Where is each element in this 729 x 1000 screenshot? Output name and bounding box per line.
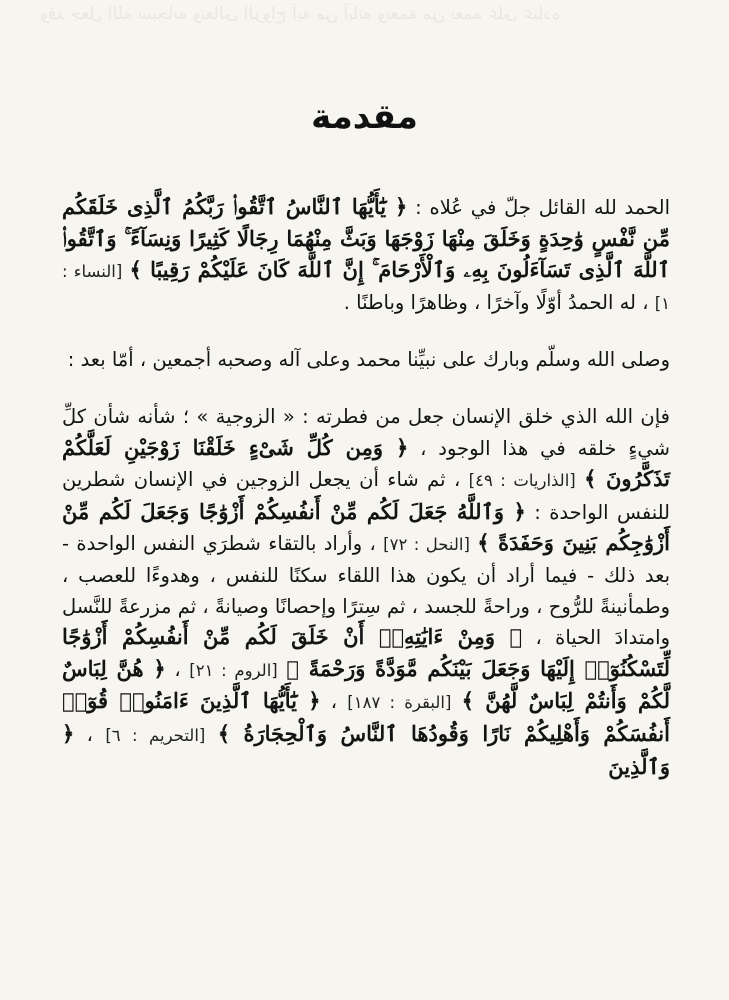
quran-verse: ﴿ وَمِن كُلِّ شَىْءٍ خَلَقْنَا زَوْجَيْنِ لَعَلَّكُمْ تَذَكَّرُونَ ﴾ xyxy=(62,434,670,492)
paragraph-text: الحمد لله القائل جلّ في عُلاه : xyxy=(415,196,671,219)
quran-verse: ﴿ هُنَّ لِبَاسٌ لَّكُمْ وَأَنتُمْ لِبَاسٌ لَّهُنَّ ﴾ xyxy=(62,655,671,714)
paragraph-text: ، xyxy=(86,722,93,746)
paragraph-text: ، له الحمدُ أوّلًا وآخرًا ، وظاهرًا وباطنًا . xyxy=(343,290,649,314)
quran-verse: ﴿ يَٰٓأَيُّهَا ٱلَّذِينَ ءَامَنُوا۟ قُوٓا۟ أَنفُسَكُمْ وَأَهْلِيكُمْ نَارًا وَقُودُهَا ٱلنَّاسُ وَٱلْحِجَارَةُ ﴾ xyxy=(62,688,670,746)
paragraph-praise xyxy=(62,192,670,319)
body-text xyxy=(62,192,670,783)
paragraph-text: فإن الله الذي خلق الإنسان جعل من فطرته : « الزوجية » ؛ شأنه شأن كلِّ شيءٍ خلقه في هذا الوجود ، xyxy=(62,404,671,460)
verse-reference: [البقرة : ١٨٧] xyxy=(347,693,452,713)
quran-verse: ﴿ وَٱلَّذِينَ xyxy=(62,720,670,779)
paragraph-text: وصلى الله وسلّم وبارك على نبيِّنا محمد وعلى آله وصحبه أجمعين ، أمّا بعد : xyxy=(67,348,670,372)
paragraph-text: ، xyxy=(330,690,338,714)
verse-reference: [الروم : ٢١] xyxy=(189,660,278,680)
paragraph-text: ، ثم شاء أن يجعل الزوجين في الإنسان شطرين للنفس الواحدة : xyxy=(62,468,670,524)
quran-verse: ﴿ يَٰٓأَيُّهَا ٱلنَّاسُ ٱتَّقُوا۟ رَبَّكُمُ ٱلَّذِى خَلَقَكُم مِّن نَّفْسٍ وَٰحِدَةٍ وَخَلَقَ مِنْهَا زَوْجَهَا وَبَثَّ مِنْهُمَا رِجَالًا كَثِيرًا وَنِسَآءً ۚ وَٱتَّقُوا۟ ٱللَّهَ ٱلَّذِى تَسَآءَلُونَ بِهِۦ وَٱلْأَرْحَامَ ۚ إِنَّ ٱللَّهَ كَانَ عَلَيْكُمْ رَقِيبًا ﴾ xyxy=(62,194,670,283)
quran-verse: ﴿ وَمِنْ ءَايَٰتِهِۦٓ أَنْ خَلَقَ لَكُم مِّنْ أَنفُسِكُمْ أَزْوَٰجًا لِّتَسْكُنُوٓا۟ إِلَيْهَا وَجَعَلَ بَيْنَكُم مَّوَدَّةً وَرَحْمَةً ﴾ xyxy=(62,624,671,681)
verse-reference: [التحريم : ٦] xyxy=(105,725,206,745)
quran-verse: ﴿ وَٱللَّهُ جَعَلَ لَكُم مِّنْ أَنفُسِكُمْ أَزْوَٰجًا وَجَعَلَ لَكُم مِّنْ أَزْوَٰجِكُم بَنِينَ وَحَفَدَةً ﴾ xyxy=(62,498,670,556)
paragraph-text: ، xyxy=(174,657,181,681)
page-title: مقدمة xyxy=(311,97,418,137)
verse-reference: [الذاريات : ٤٩] xyxy=(468,471,576,491)
paragraph-salutation xyxy=(62,345,670,376)
paragraph-spacer xyxy=(62,376,670,402)
paragraph-marriage xyxy=(62,402,670,783)
verse-reference: [النساء : ١] xyxy=(62,262,670,313)
verse-reference: [النحل : ٧٢] xyxy=(383,535,470,555)
show-through-text: وقد جعل الله سبحانه وتعالى الزواج آية من آياته ونعمة من نعمه على عباده xyxy=(40,4,560,24)
paragraph-text: ، وأراد بالتقاء شطرَي النفس الواحدة - بعد ذلك - فيما أراد أن يكون هذا اللقاء سكنًا للنفس ، وهدوءًا للعصب ، وطمأنينةً للرُّوح ، وراحةً للجسد ، ثم سِترًا وإحصانًا وصيانةً ، ثم مزرعةً للنَّسل وامتدادَ الحياة ، xyxy=(62,532,670,650)
paragraph-spacer xyxy=(62,319,670,345)
